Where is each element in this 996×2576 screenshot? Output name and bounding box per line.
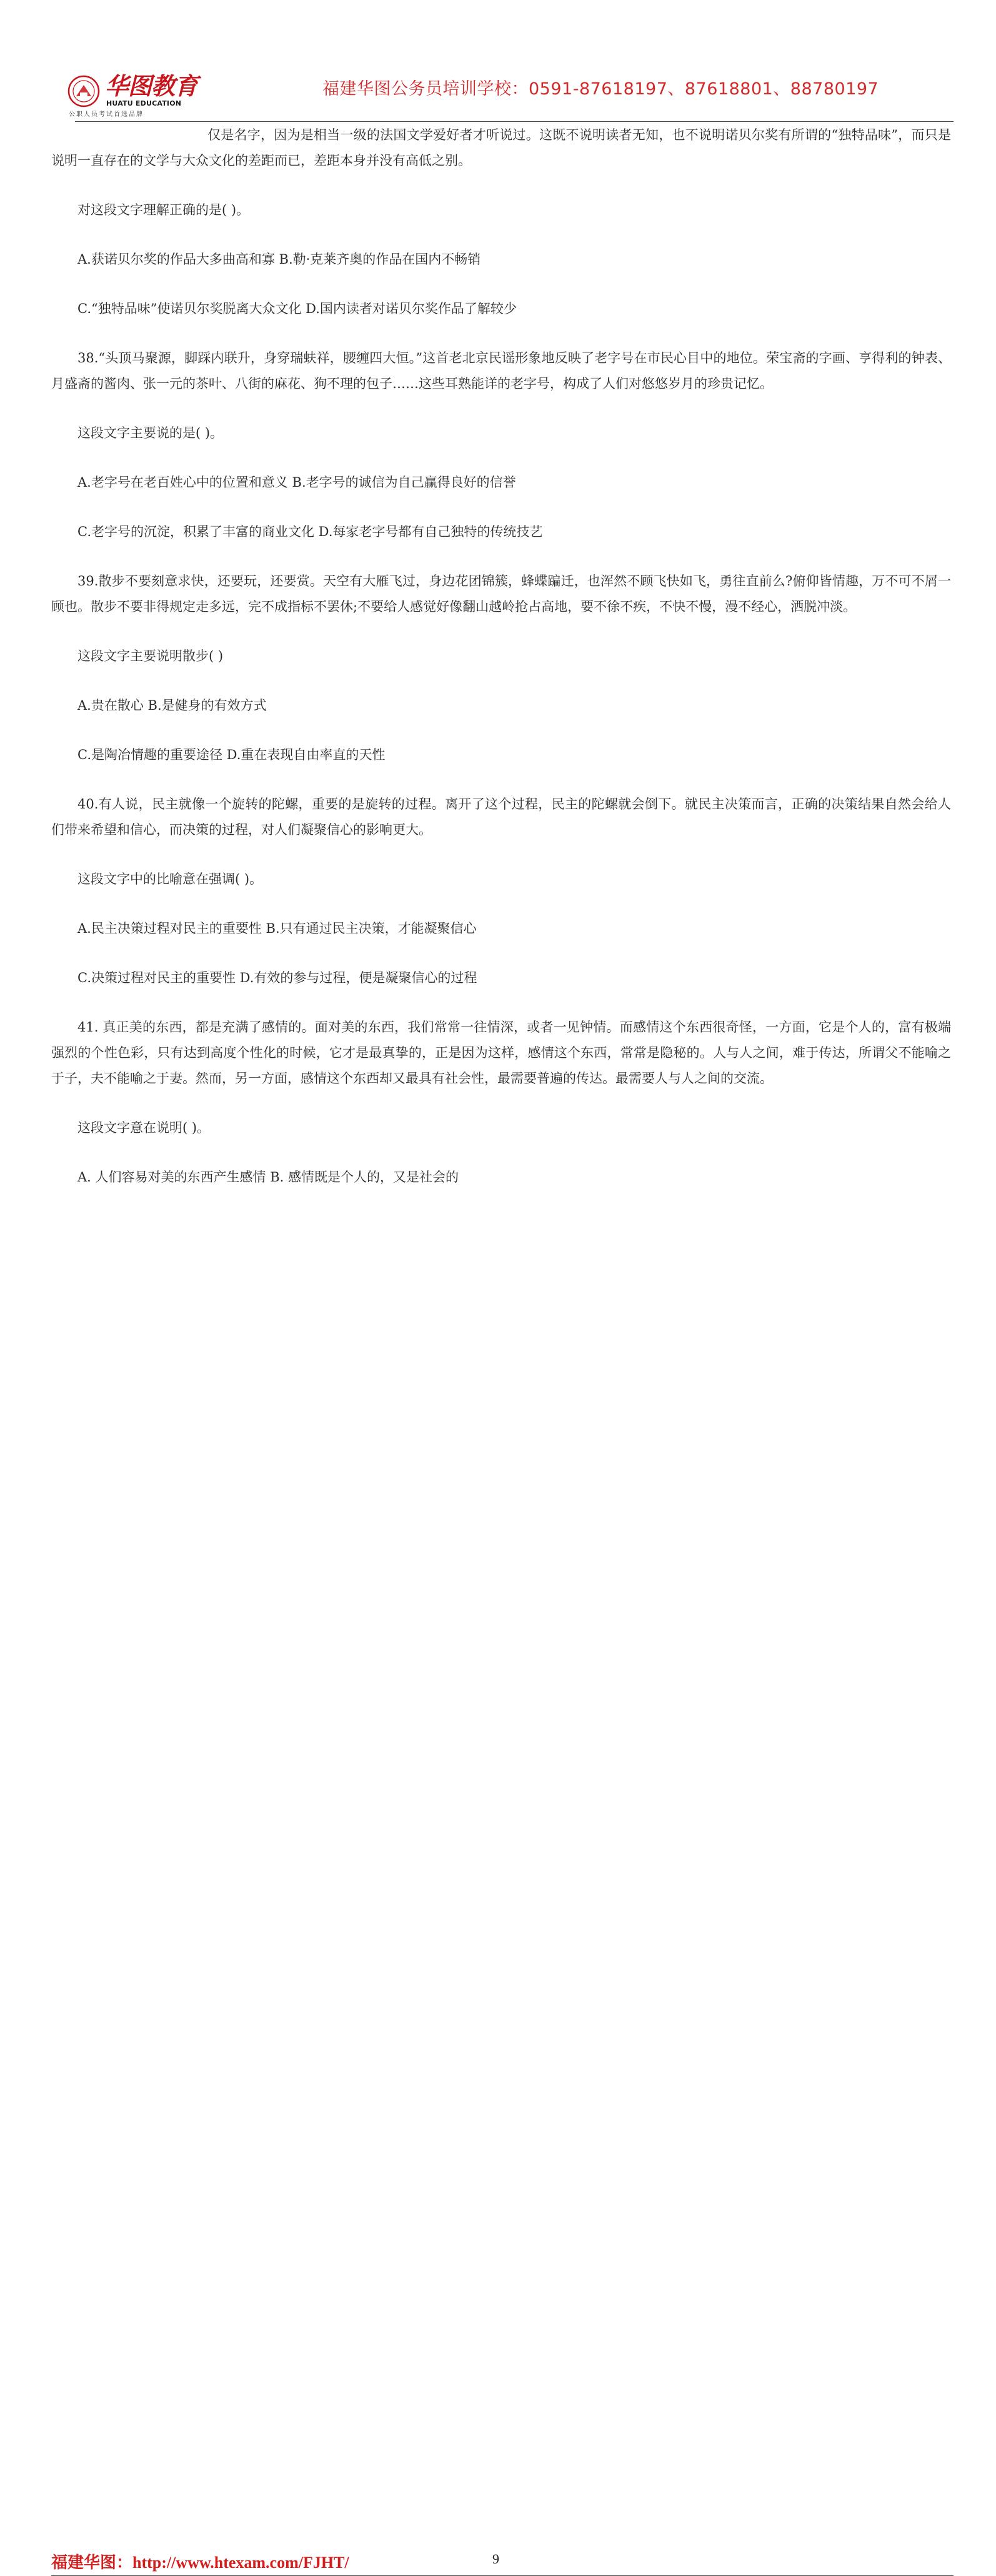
q41-prompt: 这段文字意在说明( )。 [77,1120,211,1135]
q39-options-ab: A.贵在散心 B.是健身的有效方式 [77,698,267,713]
header-divider [75,121,954,122]
q39-prompt: 这段文字主要说明散步( ) [77,649,224,664]
q37-options-ab: A.获诺贝尔奖的作品大多曲高和寡 B.勒·克莱齐奥的作品在国内不畅销 [77,252,481,267]
q38-options-cd: C.老字号的沉淀，积累了丰富的商业文化 D.每家老字号都有自己独特的传统技艺 [77,524,543,539]
q41-options-ab: A. 人们容易对美的东西产生感情 B. 感情既是个人的，又是社会的 [77,1170,459,1185]
seal-icon [67,75,100,107]
huatu-logo [67,72,249,121]
q38-options-ab: A.老字号在老百姓心中的位置和意义 B.老字号的诚信为自己赢得良好的信誉 [77,475,516,490]
page-number: 9 [492,2551,499,2567]
logo-english-text: HUATU EDUCATION [106,99,182,107]
q39-options-cd: C.是陶冶情趣的重要途径 D.重在表现自由率直的天性 [77,747,386,762]
school-phone-banner: 福建华图公务员培训学校：0591-87618197、87618801、88780197 [322,79,879,99]
q38-stem: 38.“头顶马聚源，脚踩内联升，身穿瑞蚨祥，腰缠四大恒。”这首老北京民谣形象地反映了老字号在市民心目中的地位。荣宝斋的字画、亨得利的钟表、月盛斋的酱肉、张一元的茶叶、八街的麻花、狗不理的包子……这些耳熟能详的老字号，构成了人们对悠悠岁月的珍贵记忆。 [51,351,951,391]
logo-slogan: 公职人员考试首选品牌 [69,111,144,118]
q40-prompt: 这段文字中的比喻意在强调( )。 [77,872,263,887]
q37-options-cd: C.“独特品味”使诺贝尔奖脱离大众文化 D.国内读者对诺贝尔奖作品了解较少 [77,301,517,316]
page-content [51,122,951,1190]
q39-stem: 39.散步不要刻意求快，还要玩，还要赏。天空有大雁飞过，身边花团锦簇，蜂蝶蹁迁，也浑然不顾飞快如飞，勇往直前么?俯仰皆情趣，万不可不屑一顾也。散步不要非得规定走多远，完不成指标不罢休;不要给人感觉好像翻山越岭抢占高地，要不徐不疾，不快不慢，漫不经心，洒脱冲淡。 [51,574,951,614]
page-footer [0,1275,996,2572]
q37-prompt: 对这段文字理解正确的是( )。 [77,202,250,217]
footer-website-link[interactable]: 福建华图：http://www.htexam.com/FJHT/ [51,2554,349,2572]
q41-stem: 41. 真正美的东西，都是充满了感情的。面对美的东西，我们常常一往情深，或者一见钟情。而感情这个东西很奇怪，一方面，它是个人的，富有极端强烈的个性色彩，只有达到高度个性化的时候，它才是最真挚的，正是因为这样，感情这个东西，常常是隐秘的。人与人之间，难于传达，所谓父不能喻之于子，夫不能喻之于妻。然而，另一方面，感情这个东西却又最具有社会性，最需要普遍的传达。最需要人与人之间的交流。 [51,1020,951,1086]
q38-prompt: 这段文字主要说的是( )。 [77,425,224,440]
q40-stem: 40.有人说，民主就像一个旋转的陀螺，重要的是旋转的过程。离开了这个过程，民主的陀螺就会倒下。就民主决策而言，正确的决策结果自然会给人们带来希望和信心，而决策的过程，对人们凝聚信心的影响更大。 [51,797,951,837]
logo-brand-text: 华图教育 [105,72,198,100]
q40-options-ab: A.民主决策过程对民主的重要性 B.只有通过民主决策，才能凝聚信心 [77,921,477,936]
q40-options-cd: C.决策过程对民主的重要性 D.有效的参与过程，便是凝聚信心的过程 [77,970,477,985]
q37-stem-continued: 仅是名字，因为是相当一级的法国文学爱好者才听说过。这既不说明读者无知，也不说明诺贝尔奖有所谓的“独特品味”，而只是说明一直存在的文学与大众文化的差距而已，差距本身并没有高低之别。 [51,127,951,168]
page-header [0,0,996,125]
